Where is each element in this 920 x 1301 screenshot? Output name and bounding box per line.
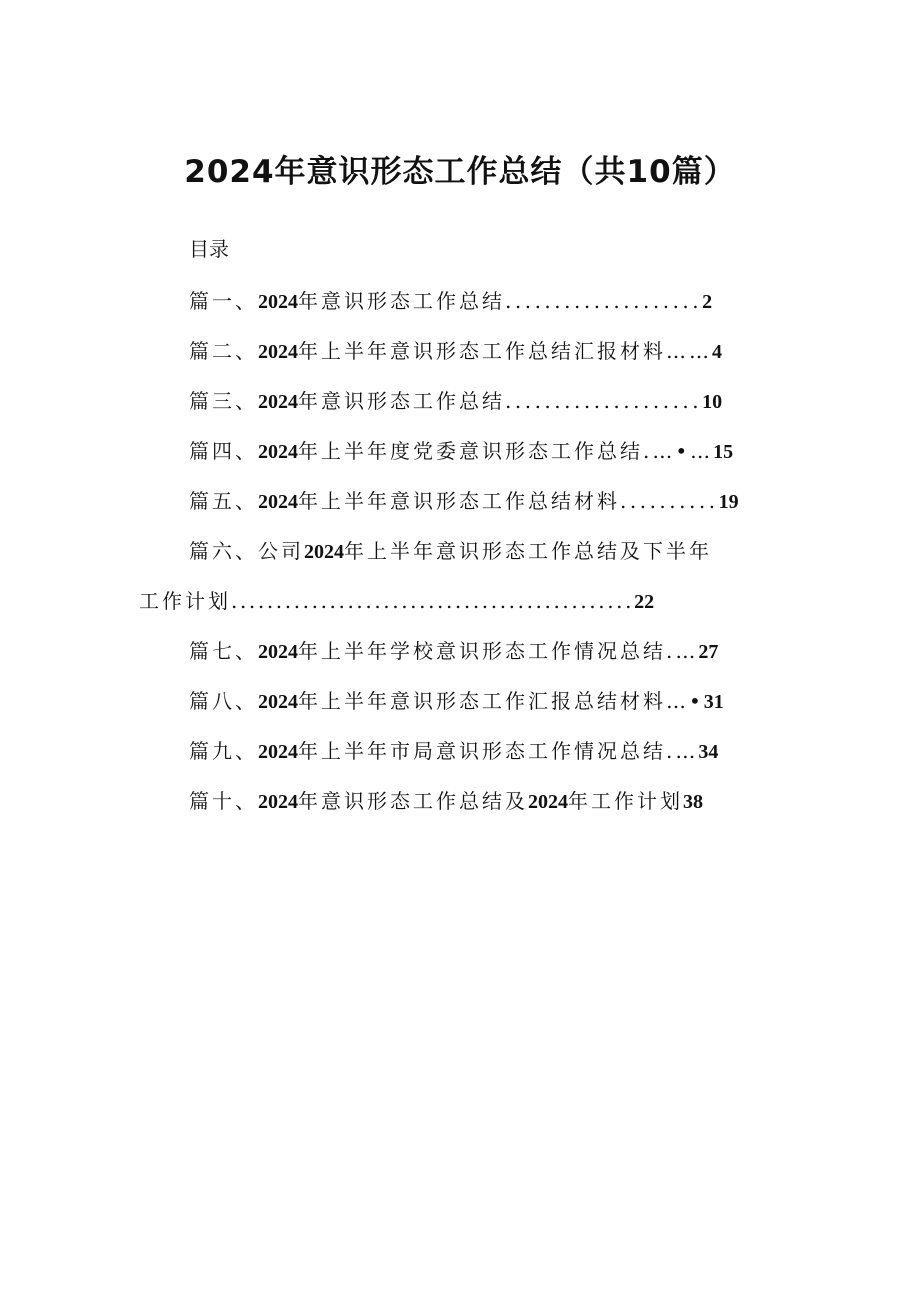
- toc-page-number: 34: [698, 741, 719, 763]
- toc-page-number: 2: [702, 291, 713, 313]
- toc-entry-5[interactable]: 篇五、2024年上半年意识形态工作总结材料..........19: [189, 489, 739, 513]
- toc-page-number: 19: [718, 491, 739, 513]
- toc-entry-9[interactable]: 篇九、2024年上半年市局意识形态工作情况总结.…34: [189, 739, 719, 763]
- toc-page-number: 27: [698, 641, 719, 663]
- toc-page-number: 22: [634, 591, 655, 613]
- toc-entry-6[interactable]: 篇六、公司2024年上半年意识形态工作总结及下半年: [189, 539, 712, 563]
- toc-entry-3[interactable]: 篇三、2024年意识形态工作总结....................10: [189, 389, 723, 413]
- toc-entry-6-continuation[interactable]: 工作计划.............................................22: [139, 589, 655, 613]
- document-title: 2024年意识形态工作总结（共10篇）: [184, 154, 736, 190]
- toc-page-number: 38: [683, 791, 703, 813]
- toc-page-number: 31: [703, 691, 724, 713]
- toc-entry-7[interactable]: 篇七、2024年上半年学校意识形态工作情况总结.…27: [189, 639, 719, 663]
- toc-entry-4[interactable]: 篇四、2024年上半年度党委意识形态工作总结.…•…15: [189, 439, 734, 463]
- toc-entry-10[interactable]: 篇十、2024年意识形态工作总结及2024年工作计划38: [189, 789, 703, 813]
- toc-page-number: 4: [712, 341, 722, 363]
- toc-heading: 目录: [189, 237, 229, 261]
- toc-page-number: 15: [713, 441, 734, 463]
- toc-entry-8[interactable]: 篇八、2024年上半年意识形态工作汇报总结材料…•31: [189, 689, 724, 713]
- toc-page-number: 10: [702, 391, 723, 413]
- toc-entry-1[interactable]: 篇一、2024年意识形态工作总结....................2: [189, 289, 713, 313]
- toc-entry-2[interactable]: 篇二、2024年上半年意识形态工作总结汇报材料……4: [189, 339, 722, 363]
